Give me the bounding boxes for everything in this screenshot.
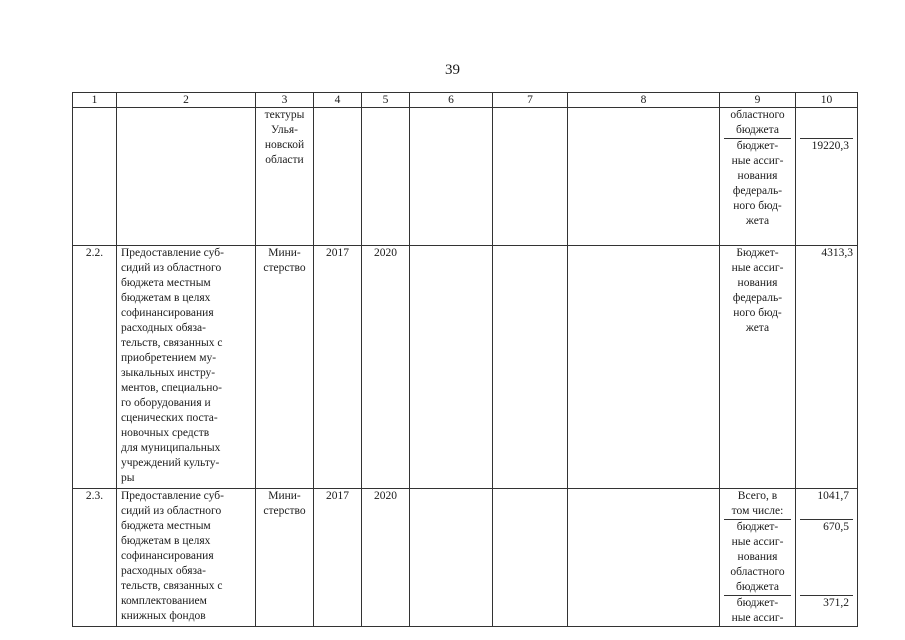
cell-start-year [314,108,362,246]
table-row-2-3 [73,489,858,627]
header-cell: 2 [117,93,256,108]
cell-description: Предоставление суб- сидий из областного бюджета местным бюджетам в целях софинансирования расходных обяза- тельств, связанных с приобретением му- зыкальных инстру- ментов, специально- го оборудования и сценических поста- новочных средств для муниципальных учреждений культу- ры [117,246,256,489]
cell-number [73,108,117,246]
header-cell: 1 [73,93,117,108]
header-cell: 10 [796,93,858,108]
cell-end-year [362,108,410,246]
cell-start-year: 2017 [314,489,362,627]
table-row-2-2 [73,246,858,489]
cell-amount: 1041,7 670,5 371,2 [796,489,858,627]
header-row [73,93,858,108]
cell-col8 [568,108,720,246]
cell-amount: 19220,3 [796,108,858,246]
cell-amount: 4313,3 [796,246,858,489]
cell-executor: Мини- стерство [256,246,314,489]
page-number: 39 [445,62,460,78]
cell-col7 [493,489,568,627]
cell-executor: Мини- стерство [256,489,314,627]
header-cell: 9 [720,93,796,108]
header-cell: 7 [493,93,568,108]
cell-source: Всего, в том числе: бюджет- ные ассиг- нования областного бюджета бюджет- ные ассиг- [720,489,796,627]
cell-end-year: 2020 [362,489,410,627]
cell-col7 [493,108,568,246]
budget-table [72,92,858,627]
cell-description [117,108,256,246]
header-cell: 8 [568,93,720,108]
cell-number: 2.3. [73,489,117,627]
table-row-continuation [73,108,858,246]
cell-col6 [410,246,493,489]
cell-col8 [568,489,720,627]
header-cell: 5 [362,93,410,108]
cell-executor: тектуры Улья- новской области [256,108,314,246]
cell-source: Бюджет- ные ассиг- нования федераль- ного бюд- жета [720,246,796,489]
cell-description: Предоставление суб- сидий из областного бюджета местным бюджетам в целях софинансирования расходных обяза- тельств, связанных с комплектованием книжных фондов [117,489,256,627]
cell-number: 2.2. [73,246,117,489]
cell-col8 [568,246,720,489]
cell-source: областного бюджета бюджет- ные ассиг- нования федераль- ного бюд- жета [720,108,796,246]
header-cell: 4 [314,93,362,108]
header-cell: 3 [256,93,314,108]
cell-start-year: 2017 [314,246,362,489]
cell-col6 [410,489,493,627]
cell-col6 [410,108,493,246]
header-cell: 6 [410,93,493,108]
cell-col7 [493,246,568,489]
cell-end-year: 2020 [362,246,410,489]
